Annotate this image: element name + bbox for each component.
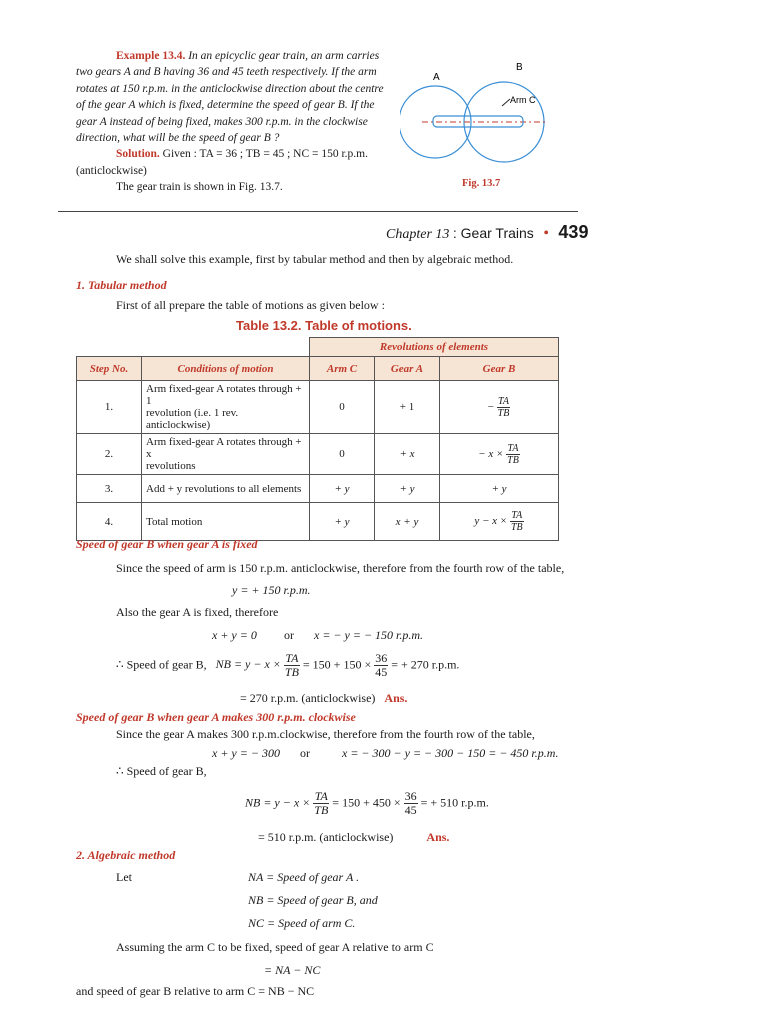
problem-line: two gears A and B having 36 and 45 teeth respectively. If the arm: [76, 66, 377, 79]
denominator: TB: [507, 454, 519, 466]
motions-table: [76, 337, 559, 541]
note-line: [76, 179, 396, 195]
eq-text: NB = y − x ×: [245, 795, 311, 810]
problem-line: gear A instead of being fixed, makes 300 r.p.m. in the clockwise: [76, 115, 368, 128]
table-cell: [142, 434, 310, 475]
eq-label: ∴ Speed of gear B,: [116, 657, 207, 672]
page-number: 439: [558, 222, 589, 242]
denominator: 45: [375, 665, 388, 679]
chapter-label: Chapter 13: [386, 227, 450, 242]
equation: = NA − NC: [264, 963, 321, 977]
eq-text: = 150 + 450 ×: [332, 795, 401, 810]
equation: x + y = − 300: [212, 746, 280, 760]
table-cell: Total motion: [142, 503, 310, 541]
fraction: [284, 652, 300, 679]
solution-label: Solution.: [116, 148, 160, 161]
fraction: [313, 790, 329, 817]
word-or: or: [284, 628, 294, 642]
table-cell: 4.: [77, 503, 142, 541]
table-cell: [440, 503, 559, 541]
col-gear-b: Gear B: [440, 357, 559, 381]
equation: x + y = 0: [212, 628, 257, 642]
table-cell: [142, 381, 310, 434]
formula-text: −: [487, 400, 494, 413]
subsection-title: Speed of gear B when gear A is fixed: [76, 537, 258, 551]
body-text: Assuming the arm C to be fixed, speed of gear A relative to arm C: [116, 940, 434, 954]
body-text: Since the gear A makes 300 r.p.m.clockwise, therefore from the fourth row of the table,: [116, 727, 535, 741]
table-cell: 0: [310, 434, 375, 475]
section-text: First of all prepare the table of motions as given below :: [116, 298, 385, 312]
section-title: 1. Tabular method: [76, 278, 167, 292]
fraction: [497, 396, 511, 419]
table-cell: + y: [440, 475, 559, 503]
table-cell: + y: [375, 475, 440, 503]
formula-text: y − x ×: [474, 515, 508, 528]
problem-line: of the gear A which is fixed, determine the speed of gear B. If the: [76, 99, 375, 112]
figure-caption: Fig. 13.7: [462, 178, 501, 189]
cond-text: Arm fixed-gear A rotates through + x: [146, 436, 302, 460]
denominator: TB: [510, 522, 523, 533]
equation: y = + 150 r.p.m.: [232, 583, 311, 597]
label-b: B: [516, 62, 523, 73]
equation: x = − 300 − y = − 300 − 150 = − 450 r.p.m.: [342, 746, 559, 760]
answer-label: Ans.: [384, 691, 408, 705]
gear-b-circle: [464, 82, 544, 162]
numerator: 36: [375, 651, 388, 665]
eq-text: = + 510 r.p.m.: [420, 795, 489, 810]
denominator: TB: [497, 407, 510, 419]
label-a: A: [433, 72, 440, 83]
numerator: TA: [314, 789, 328, 803]
table-title: Table 13.2. Table of motions.: [236, 318, 412, 333]
word-or: or: [300, 746, 310, 760]
page-header: [386, 222, 588, 243]
table-cell: [440, 434, 559, 475]
body-text: Also the gear A is fixed, therefore: [116, 605, 279, 619]
group-header: Revolutions of elements: [310, 338, 559, 357]
bullet-icon: •: [543, 225, 549, 242]
problem-line: direction, what will be the speed of gear B ?: [76, 132, 280, 145]
gear-figure: [400, 56, 580, 196]
table-cell: 0: [310, 381, 375, 434]
body-text: and speed of gear B relative to arm C = NB − NC: [76, 984, 315, 998]
chapter-title: : Gear Trains: [452, 225, 534, 241]
numerator: 36: [404, 789, 417, 803]
cond-text: revolutions: [146, 460, 196, 472]
table-cell: x + y: [375, 503, 440, 541]
given-text-2: (anticlockwise): [76, 164, 147, 177]
table-cell: + 1: [375, 381, 440, 434]
table-cell: Add + y revolutions to all elements: [142, 475, 310, 503]
table-cell: + y: [310, 475, 375, 503]
table-cell: [440, 381, 559, 434]
cond-text: Arm fixed-gear A rotates through + 1: [146, 383, 302, 407]
label-arm-c: Arm C: [510, 95, 536, 105]
note-text: The gear train is shown in Fig. 13.7.: [116, 181, 283, 194]
numerator: TA: [285, 651, 299, 665]
fraction: [510, 510, 524, 533]
table-blank: [77, 338, 310, 357]
result-line: [240, 691, 407, 706]
result-line: [258, 830, 449, 845]
col-step: Step No.: [77, 357, 142, 381]
speed-equation-a: [116, 652, 459, 679]
arm-c-leader: [502, 99, 510, 106]
example-heading: Example 13.4.: [116, 50, 186, 62]
page-divider: [58, 211, 578, 212]
example-block: [76, 48, 396, 196]
table-cell: 2.: [77, 434, 142, 475]
cond-text: revolution (i.e. 1 rev. anticlockwise): [146, 407, 239, 431]
intro-text: We shall solve this example, first by tabular method and then by algebraic method.: [116, 252, 514, 266]
definition: NC = Speed of arm C.: [248, 916, 356, 930]
col-arm-c: Arm C: [310, 357, 375, 381]
col-conditions: Conditions of motion: [142, 357, 310, 381]
section-title: 2. Algebraic method: [76, 848, 176, 862]
definition: NA = Speed of gear A .: [248, 870, 360, 884]
subsection-title: Speed of gear B when gear A makes 300 r.p.m. clockwise: [76, 710, 356, 724]
table-cell: 1.: [77, 381, 142, 434]
body-text: ∴ Speed of gear B,: [116, 764, 207, 778]
denominator: 45: [404, 803, 417, 817]
answer-label: Ans.: [426, 830, 450, 844]
equation: x = − y = − 150 r.p.m.: [314, 628, 424, 642]
numerator: TA: [498, 395, 509, 407]
numerator: TA: [507, 442, 519, 454]
eq-text: = 150 + 150 ×: [302, 657, 372, 672]
speed-equation-b: [245, 790, 489, 817]
denominator: TB: [314, 803, 329, 817]
fraction: [374, 652, 388, 679]
fraction: [506, 443, 520, 466]
numerator: TA: [511, 510, 523, 521]
problem-line: In an epicyclic gear train, an arm carries: [188, 50, 380, 62]
table-cell: + y: [310, 503, 375, 541]
body-text: Since the speed of arm is 150 r.p.m. anticlockwise, therefore from the fourth row of the table,: [116, 561, 565, 575]
solution-line: [76, 146, 396, 162]
eq-text: = + 270 r.p.m.: [391, 657, 460, 672]
formula-text: − x ×: [478, 447, 504, 460]
table-cell: + x: [375, 434, 440, 475]
result-text: = 510 r.p.m. (anticlockwise): [258, 830, 394, 844]
table-cell: 3.: [77, 475, 142, 503]
col-gear-a: Gear A: [375, 357, 440, 381]
example-line-1: [76, 48, 396, 64]
denominator: TB: [284, 665, 299, 679]
definition: NB = Speed of gear B, and: [248, 893, 378, 907]
eq-text: NB = y − x ×: [215, 657, 281, 672]
let-word: Let: [116, 870, 132, 884]
problem-line: rotates at 150 r.p.m. in the anticlockwise direction about the centre: [76, 82, 384, 95]
fraction: [404, 790, 418, 817]
result-text: = 270 r.p.m. (anticlockwise): [240, 691, 376, 705]
given-text: Given : TA = 36 ; TB = 45 ; NC = 150 r.p.m.: [162, 148, 368, 161]
